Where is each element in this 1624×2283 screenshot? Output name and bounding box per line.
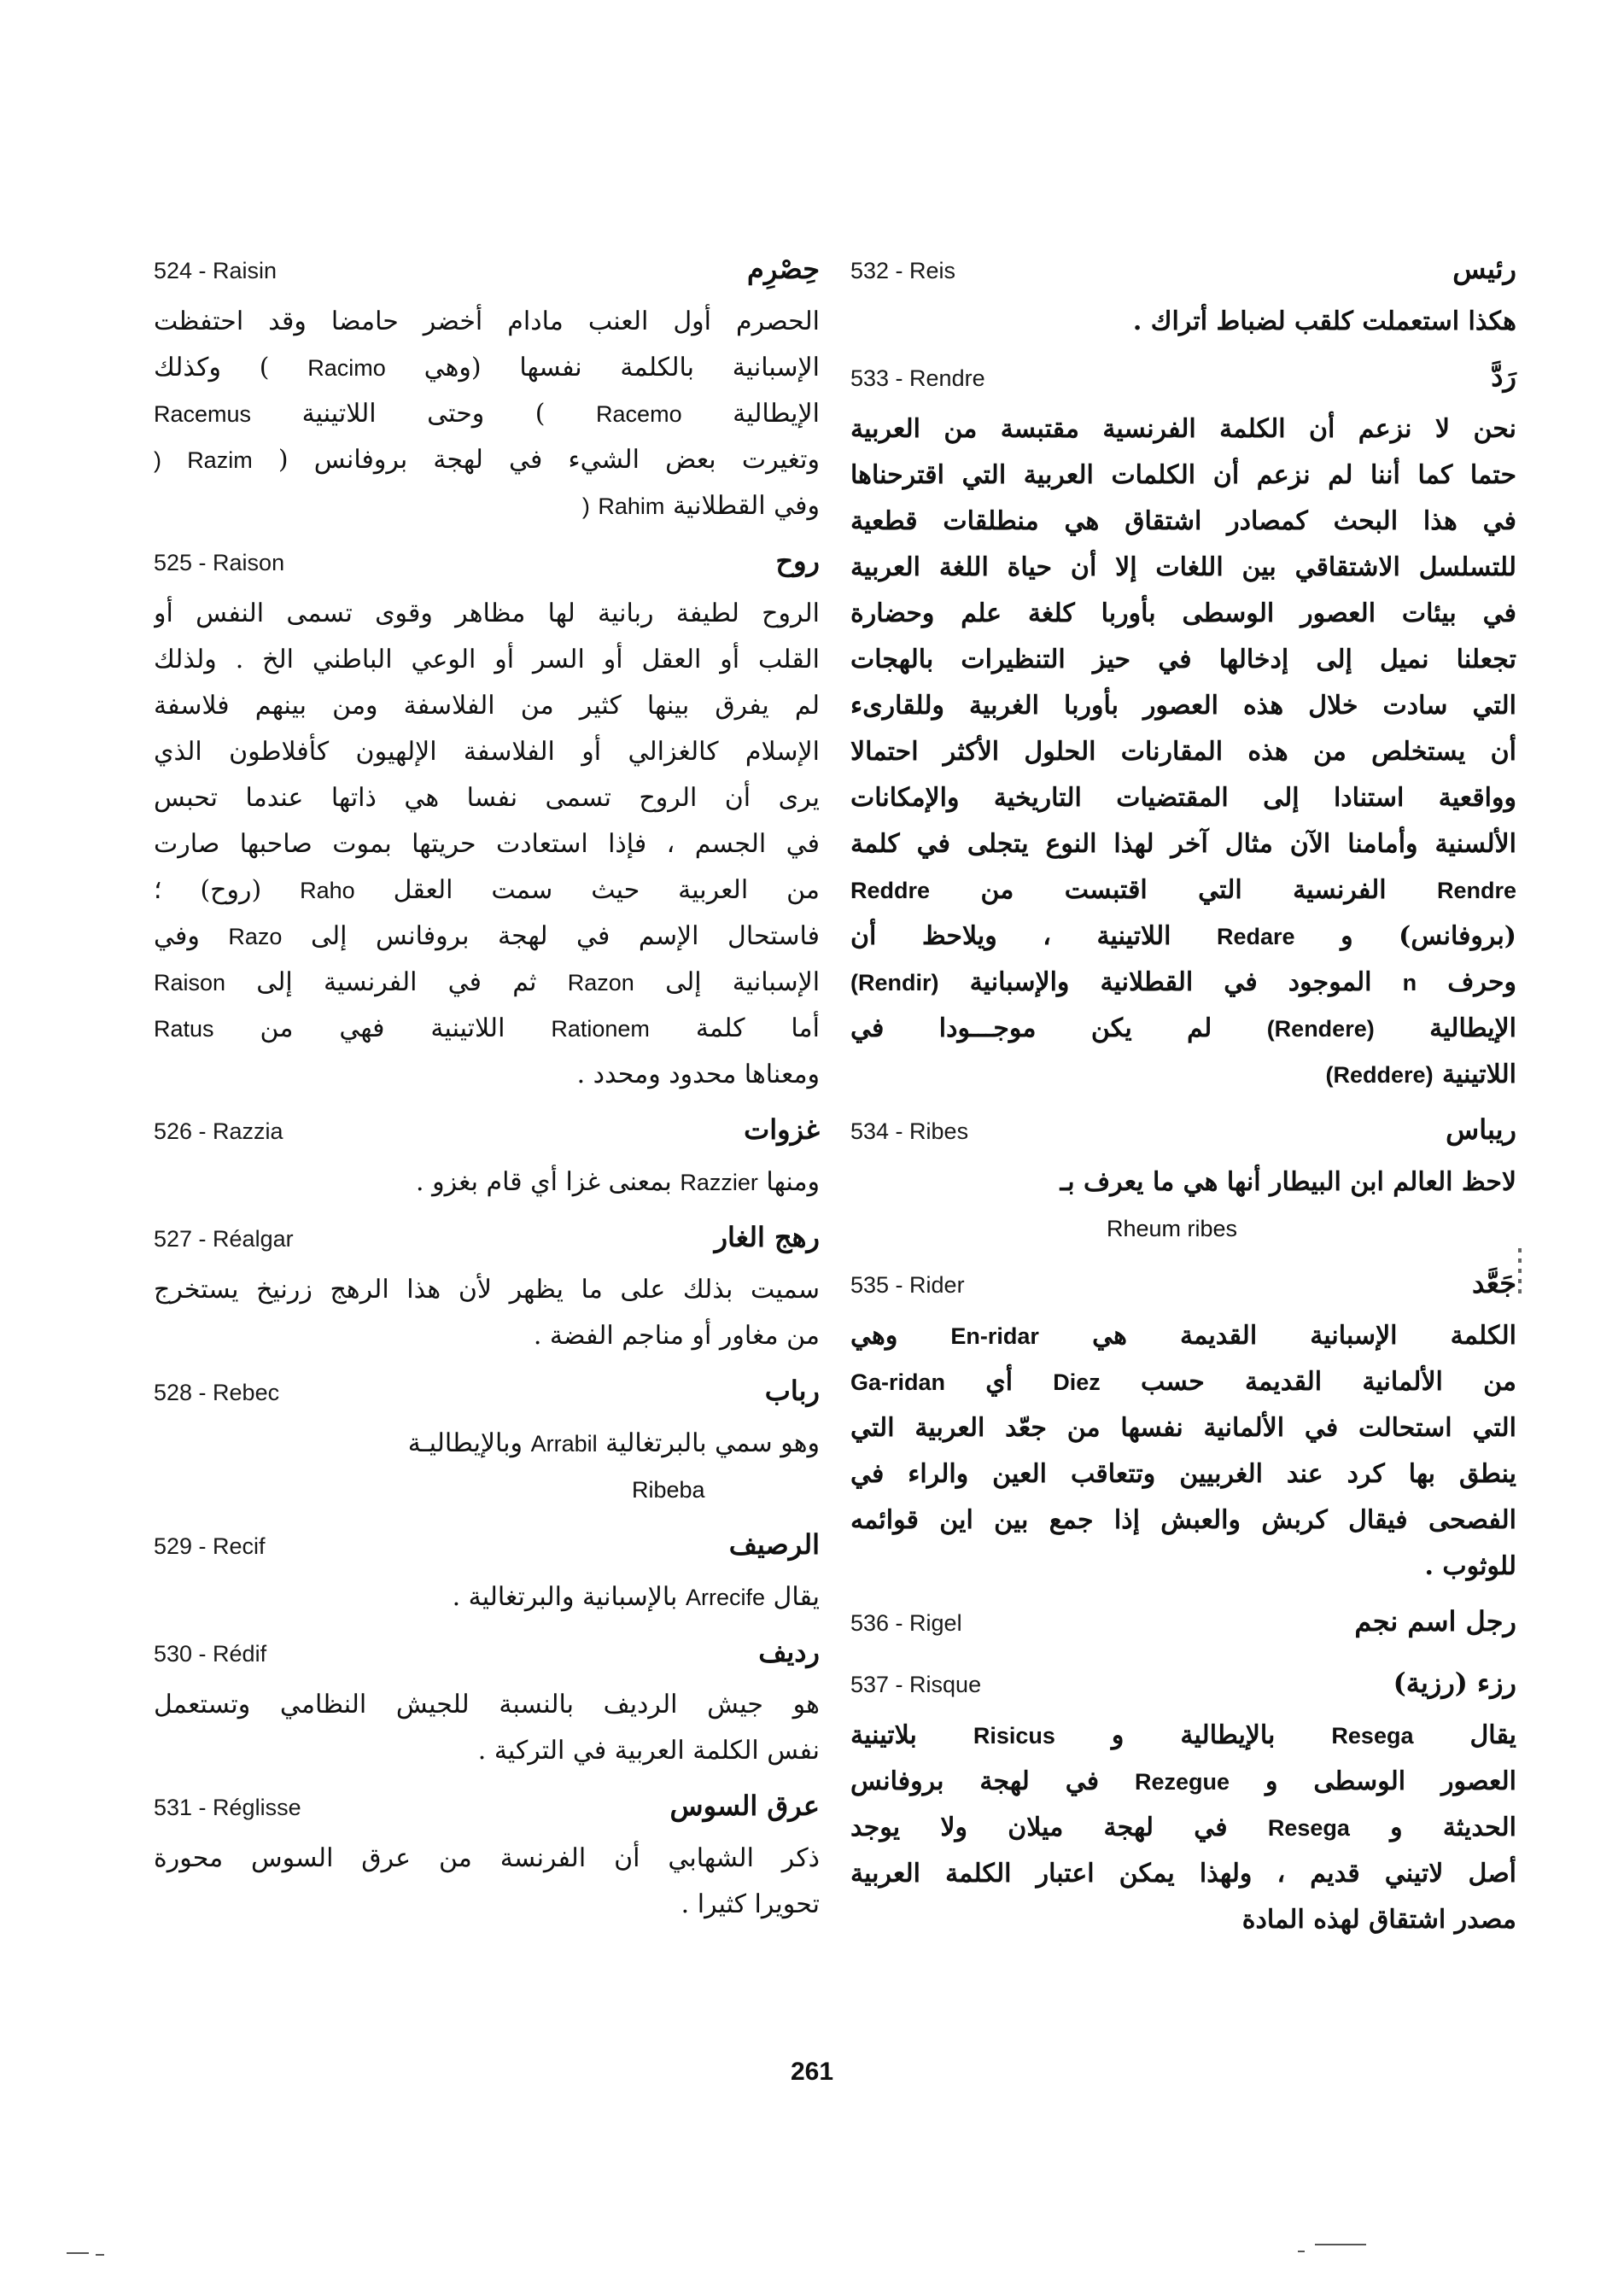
entry-text-line — [850, 729, 1516, 775]
latin-term: n — [1402, 970, 1417, 996]
arabic-text: وواقعية استنادا إلى المقتضيات التاريخية والإمكانات — [850, 783, 1516, 813]
arabic-text: الفصحى فيقال كربش والعبش إذا جمع بين اين قوائمه — [850, 1505, 1516, 1535]
arabic-text: في لهجة بروفانس — [850, 1766, 1100, 1796]
arabic-text: الألسنية وأمامنا الآن مثال آخر لهذا النوع يتجلى في كلمة — [850, 829, 1516, 859]
arabic-text: الإيطالية — [733, 399, 820, 429]
entry-text-line — [850, 1498, 1516, 1544]
arabic-text: في بيئات العصور الوسطى بأوربا كلغة علم وحضارة — [850, 598, 1516, 628]
latin-term: Arrecife — [685, 1585, 765, 1610]
entry-text-line — [154, 1052, 820, 1098]
entry-text-line — [850, 591, 1516, 637]
scan-smudge — [96, 2254, 104, 2256]
dictionary-entry — [850, 253, 1516, 345]
entry-text-line — [850, 1897, 1516, 1943]
latin-term: Razzier — [680, 1170, 758, 1195]
scan-smudge — [67, 2252, 89, 2254]
arabic-text: لم يكن موجـــودا في — [850, 1013, 1212, 1043]
entry-text-line — [850, 453, 1516, 499]
arabic-text: وهي — [850, 1321, 898, 1351]
right-column — [850, 253, 1516, 1959]
entry-code: 527 - Réalgar — [154, 1226, 294, 1252]
entry-text-line — [850, 821, 1516, 867]
entry-gap — [154, 1359, 820, 1375]
entry-gap — [154, 1098, 820, 1113]
latin-term: Risicus — [973, 1723, 1055, 1749]
entry-headword: رئيس — [1452, 253, 1516, 285]
entry-text-line — [154, 1682, 820, 1728]
entry-code: 528 - Rebec — [154, 1380, 280, 1405]
dictionary-entry — [154, 1528, 820, 1620]
entry-text-line — [154, 1882, 820, 1928]
margin-mark — [1518, 1248, 1522, 1298]
entry-header — [154, 1375, 820, 1421]
dictionary-entry — [154, 1113, 820, 1206]
arabic-text: الإسلام كالغزالي أو الفلاسفة الإلهيون كأفلاطون الذي — [154, 737, 820, 767]
page-number: 261 — [790, 2058, 834, 2086]
entry-headword: رباب — [764, 1375, 820, 1407]
entry-headword: ريباس — [1446, 1113, 1516, 1146]
entry-gap — [850, 1651, 1516, 1667]
entry-headword: رَدَّ — [1491, 360, 1516, 393]
entry-text-line — [154, 729, 820, 775]
entry-header — [154, 1790, 820, 1836]
arabic-text: التي استحالت في الألمانية نفسها من جعّد العربية التي — [850, 1413, 1516, 1443]
arabic-text: في الجسم ، فإذا استعادت حريتها بموت صاحبها صارت — [154, 829, 820, 859]
entry-text-line — [850, 1805, 1516, 1851]
entry-header — [154, 1528, 820, 1574]
latin-term: En-ridar — [950, 1323, 1039, 1349]
latin-term: Raison — [154, 970, 226, 996]
latin-term: Razo — [228, 924, 283, 949]
entry-text-line — [850, 1851, 1516, 1897]
arabic-text: تحويرا كثيرا . — [681, 1889, 820, 1919]
arabic-text: بلاتينية — [850, 1720, 917, 1750]
latin-term: Ratus — [154, 1016, 214, 1042]
entry-text-line — [154, 345, 820, 391]
arabic-text: الفرنسية التي اقتبست من — [980, 875, 1387, 905]
entry-text-line — [850, 1544, 1516, 1590]
latin-term: Raho — [300, 878, 355, 903]
entry-text-line — [850, 1159, 1516, 1206]
arabic-text: مصدر اشتقاق لهذه المادة — [1241, 1905, 1516, 1935]
entry-header — [154, 1221, 820, 1267]
arabic-text: للتسلسل الاشتقاقي بين اللغات إلا أن حياة اللغة العربية — [850, 552, 1516, 582]
arabic-text: للوثوب . — [1424, 1551, 1516, 1581]
arabic-text: سميت بذلك على ما يظهر لأن هذا الرهج زرنيخ يستخرج — [154, 1275, 820, 1305]
entry-gap — [154, 1774, 820, 1790]
latin-term: Diez — [1053, 1369, 1101, 1395]
entry-code: 535 - Rider — [850, 1272, 965, 1298]
entry-text-line — [850, 1405, 1516, 1451]
arabic-text: هو جيش الرديف بالنسبة للجيش النظامي وتستعمل — [154, 1690, 820, 1720]
arabic-text: العصور الوسطى و — [1265, 1766, 1516, 1796]
entry-text-line — [154, 914, 820, 960]
entry-text-line — [850, 683, 1516, 729]
latin-term: Rendre — [1436, 878, 1516, 903]
arabic-text: يقال — [773, 1582, 820, 1612]
dictionary-entry — [154, 545, 820, 1098]
entry-text-line — [850, 1006, 1516, 1052]
entry-text-line — [154, 591, 820, 637]
entry-text-line — [154, 299, 820, 345]
arabic-text: أي — [985, 1367, 1014, 1397]
entry-text-line — [154, 1006, 820, 1052]
latin-term-line: Ribeba — [632, 1477, 705, 1503]
entry-headword: جَعَّد — [1471, 1267, 1516, 1299]
entry-text-line — [850, 499, 1516, 545]
entry-text-line — [154, 1267, 820, 1313]
latin-term: Reddre — [850, 878, 931, 903]
arabic-text: وتغيرت بعض الشيء في لهجة بروفانس ( — [277, 445, 820, 475]
arabic-text: ومنها — [766, 1167, 820, 1197]
latin-term: Resega — [1267, 1815, 1350, 1841]
arabic-text: ذكر الشهابي أن الفرنسة من عرق السوس محورة — [154, 1843, 820, 1873]
entry-code: 534 - Ribes — [850, 1118, 969, 1144]
entry-text-line — [850, 867, 1516, 914]
latin-term: Resega — [1331, 1723, 1414, 1749]
arabic-text: ومعناها محدود ومحدد . — [576, 1060, 820, 1089]
latin-term: Razon — [567, 970, 634, 996]
latin-term: Redare — [1217, 924, 1295, 949]
entry-code: 529 - Recif — [154, 1533, 266, 1559]
arabic-text: الإيطالية — [1429, 1013, 1516, 1043]
dictionary-entry — [154, 1790, 820, 1928]
entry-text-line — [850, 1052, 1516, 1098]
arabic-text: في هذا البحث كمصادر اشتقاق هي منطلقات قطعية — [850, 506, 1516, 536]
arabic-text: الحديثة و — [1390, 1813, 1516, 1842]
entry-headword: رديف — [758, 1636, 820, 1668]
entry-gap — [154, 1206, 820, 1221]
entry-text-line — [850, 914, 1516, 960]
entry-gap — [154, 1513, 820, 1528]
latin-term: Racimo — [307, 355, 386, 381]
latin-term: (Rendere) — [1266, 1016, 1375, 1042]
arabic-text: الكلمة الإسبانية القديمة هي — [1092, 1321, 1516, 1351]
latin-term: Arrabil — [530, 1431, 598, 1457]
arabic-text: الحصرم أول العنب مادام أخضر حامضا وقد احتفظت — [154, 307, 820, 336]
entry-headword: رهج الغار — [714, 1221, 820, 1253]
entry-gap — [154, 1620, 820, 1636]
entry-code: 526 - Razzia — [154, 1118, 283, 1144]
entry-text-line — [850, 1313, 1516, 1359]
entry-header — [850, 1113, 1516, 1159]
entry-text-line — [154, 683, 820, 729]
entry-headword: عرق السوس — [669, 1790, 820, 1822]
entry-gap — [154, 529, 820, 545]
entry-header — [850, 1667, 1516, 1713]
entry-text-line — [154, 1421, 820, 1467]
arabic-text: فاستحال الإسم في لهجة بروفانس إلى — [311, 921, 820, 951]
entry-code: 530 - Rédif — [154, 1641, 267, 1667]
entry-gap — [154, 1928, 820, 1943]
arabic-text: بالإيطالية و — [1111, 1720, 1276, 1750]
entry-headword: رجل اسم نجم — [1354, 1605, 1516, 1638]
arabic-text: بالإسبانية والبرتغالية . — [452, 1582, 678, 1612]
arabic-text: وفي — [154, 921, 200, 951]
entry-text-line — [154, 1728, 820, 1774]
dictionary-entry — [154, 1221, 820, 1359]
arabic-text: الإسبانية إلى — [665, 967, 820, 997]
arabic-text: اللاتينية فهي من — [260, 1013, 505, 1043]
entry-header — [154, 545, 820, 591]
entry-headword: حِصْرِم — [747, 253, 820, 285]
entry-code: 524 - Raisin — [154, 258, 277, 283]
arabic-text: بمعنى غزا أي قام بغزو . — [416, 1167, 672, 1197]
dictionary-entry — [850, 1605, 1516, 1651]
arabic-text: الروح لطيفة ربانية لها مظاهر وقوى تسمى النفس أو — [154, 598, 820, 628]
arabic-text: تجعلنا نميل إلى إدخالها في حيز التنظيرات بالهجات — [850, 645, 1516, 674]
entry-gap — [850, 1943, 1516, 1959]
entry-headword: رزء (رزية) — [1393, 1667, 1516, 1699]
latin-term: ) — [154, 447, 161, 473]
arabic-text: القلب أو العقل أو السر أو الوعي الباطني الخ . ولذلك — [154, 645, 820, 674]
arabic-text: ) وحتى اللاتينية — [301, 399, 546, 429]
entry-gap — [850, 345, 1516, 360]
entry-header — [850, 360, 1516, 406]
entry-code: 537 - Risque — [850, 1672, 982, 1697]
entry-text-line — [850, 1759, 1516, 1805]
entry-header — [850, 1267, 1516, 1313]
entry-text-line — [154, 867, 820, 914]
entry-headword: غزوات — [744, 1113, 820, 1146]
arabic-text: ثم في الفرنسية إلى — [256, 967, 537, 997]
arabic-text: حتما كما أننا لم نزعم أن الكلمات العربية التي اقترحناها — [850, 460, 1516, 490]
latin-term: Racemus — [154, 401, 252, 427]
dictionary-entry — [850, 1113, 1516, 1252]
latin-term: (Rendir) — [850, 970, 939, 996]
arabic-text: وحرف — [1447, 967, 1516, 997]
arabic-text: (بروفانس) و — [1341, 921, 1516, 951]
latin-term: ) — [581, 493, 590, 519]
entry-text-line — [154, 437, 820, 483]
entry-text-line — [850, 1451, 1516, 1498]
entry-text-line — [154, 960, 820, 1006]
entry-text-line — [850, 406, 1516, 453]
arabic-text: يقال — [1469, 1720, 1516, 1750]
entry-text-line — [850, 1359, 1516, 1405]
entry-gap — [850, 1590, 1516, 1605]
entry-text-line — [154, 1313, 820, 1359]
entry-header — [850, 253, 1516, 299]
arabic-text: لم يفرق بينها كثير من الفلاسفة ومن بينهم فلاسفة — [154, 691, 820, 721]
entry-code: 525 - Raison — [154, 550, 285, 575]
arabic-text: من العربية حيث سمت العقل — [393, 875, 820, 905]
latin-term: Ga-ridan — [850, 1369, 946, 1395]
entry-text-line — [850, 960, 1516, 1006]
dictionary-entry — [850, 1267, 1516, 1590]
left-column — [154, 253, 820, 1943]
latin-term: Racemo — [596, 401, 682, 427]
arabic-text: يرى أن الروح تسمى نفسا هي ذاتها عندما تحبس — [154, 783, 820, 813]
entry-header — [154, 1636, 820, 1682]
entry-text-line — [154, 1836, 820, 1882]
entry-header — [154, 1113, 820, 1159]
arabic-text: وهو سمي بالبرتغالية — [605, 1428, 820, 1458]
scan-smudge — [1298, 2251, 1305, 2252]
arabic-text: الإسبانية بالكلمة نفسها (وهي — [424, 353, 820, 382]
arabic-text: نفس الكلمة العربية في التركية . — [477, 1736, 820, 1766]
entry-header — [850, 1605, 1516, 1651]
arabic-text: وبالإيطاليـة — [407, 1428, 523, 1458]
arabic-text: ) وكذلك — [154, 353, 270, 382]
dictionary-entry — [850, 360, 1516, 1098]
entry-text-line — [850, 637, 1516, 683]
scan-smudge — [1315, 2244, 1366, 2245]
arabic-text: من مغاور أو مناجم الفضة . — [533, 1321, 820, 1351]
entry-code: 531 - Réglisse — [154, 1795, 301, 1820]
entry-code: 532 - Reis — [850, 258, 956, 283]
latin-term: Rahim — [598, 493, 665, 519]
entry-text-line — [154, 1574, 820, 1620]
entry-header — [154, 253, 820, 299]
latin-term: Rationem — [551, 1016, 650, 1042]
entry-text-line — [154, 821, 820, 867]
entry-code: 536 - Rigel — [850, 1610, 962, 1636]
entry-gap — [850, 1252, 1516, 1267]
dictionary-entry — [154, 1375, 820, 1513]
arabic-text: من الألمانية القديمة حسب — [1141, 1367, 1516, 1397]
arabic-text: أصل لاتيني قديم ، ولهذا يمكن اعتبار الكلمة العربية — [850, 1859, 1516, 1889]
arabic-text: هكذا استعملت كلقب لضباط أتراك . — [1132, 307, 1516, 336]
latin-term: (Reddere) — [1325, 1062, 1434, 1088]
dictionary-entry — [850, 1667, 1516, 1943]
latin-term: Rezegue — [1135, 1769, 1230, 1795]
dictionary-entry — [154, 253, 820, 529]
arabic-text: الموجود في القطلانية والإسبانية — [969, 967, 1372, 997]
dictionary-entry — [154, 1636, 820, 1774]
arabic-text: اللاتينية — [1442, 1060, 1516, 1089]
entry-text-line — [850, 1713, 1516, 1759]
entry-headword: روح — [775, 545, 820, 577]
entry-text-line — [154, 483, 820, 529]
arabic-text: (روح) ؛ — [154, 875, 262, 905]
entry-headword: الرصيف — [728, 1528, 820, 1561]
entry-text-line — [850, 545, 1516, 591]
entry-text-line — [850, 299, 1516, 345]
arabic-text: في لهجة ميلان ولا يوجد — [850, 1813, 1228, 1842]
entry-text-line — [154, 775, 820, 821]
arabic-text: أن يستخلص من هذه المقارنات الحلول الأكثر احتمالا — [850, 737, 1516, 767]
latin-term: Razim — [187, 447, 253, 473]
entry-code: 533 - Rendre — [850, 365, 985, 391]
arabic-text: اللاتينية ، ويلاحظ أن — [850, 921, 1171, 951]
arabic-text: وفي القطلانية — [672, 491, 820, 521]
entry-text-line — [154, 391, 820, 437]
arabic-text: لاحظ العالم ابن البيطار أنها هي ما يعرف بـ — [1060, 1167, 1516, 1197]
arabic-text: نحن لا نزعم أن الكلمة الفرنسية مقتبسة من العربية — [850, 414, 1516, 444]
entry-text-line — [154, 1159, 820, 1206]
latin-term-line: Rheum ribes — [1107, 1216, 1238, 1241]
arabic-text: ينطق بها كرد عند الغربيين وتتعاقب العين والراء في — [850, 1459, 1516, 1489]
arabic-text: أما كلمة — [695, 1013, 820, 1043]
entry-text-line — [850, 775, 1516, 821]
arabic-text: التي سادت خلال هذه العصور بأوربا الغربية وللقارىء — [850, 691, 1516, 721]
entry-gap — [850, 1098, 1516, 1113]
entry-text-line — [154, 637, 820, 683]
